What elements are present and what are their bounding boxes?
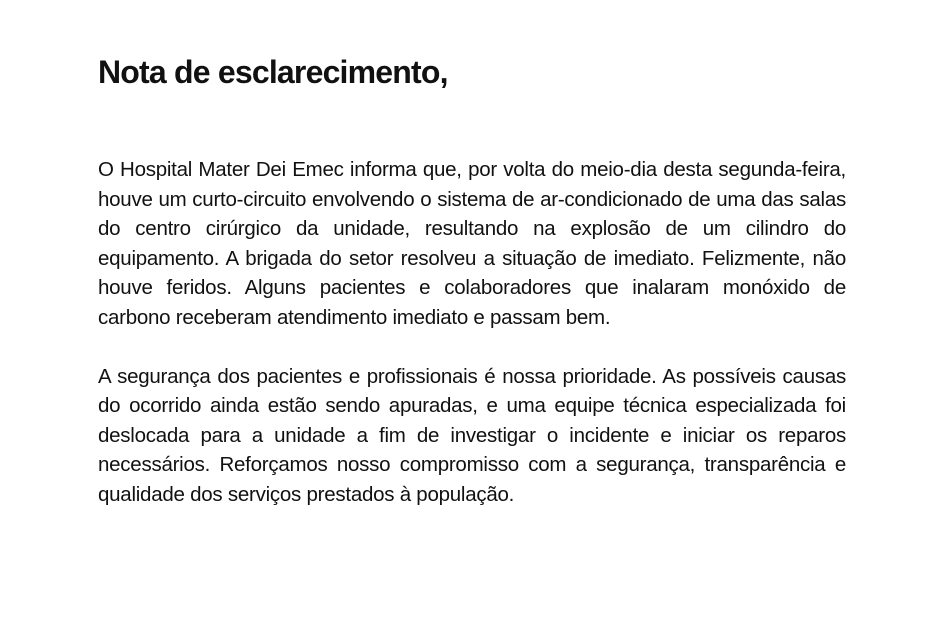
page-title: Nota de esclarecimento, (98, 54, 448, 90)
statement-body (98, 155, 846, 509)
statement-paragraph-2: A segurança dos pacientes e profissionais é nossa prioridade. As possíveis causas do ocorrido ainda estão sendo apuradas, e uma equipe técnica especializada foi deslocada para a unidade a fim de investigar o incidente e iniciar os reparos necessários. Reforçamos nosso compromisso com a segurança, transparência e qualidade dos serviços prestados à população. (98, 364, 846, 506)
statement-paragraph-1: O Hospital Mater Dei Emec informa que, por volta do meio-dia desta segunda-feira, houve um curto-circuito envolvendo o sistema de ar-condicionado de uma das salas do centro cirúrgico da unidade, resultando na explosão de um cilindro do equipamento. A brigada do setor resolveu a situação de imediato. Felizmente, não houve feridos. Alguns pacientes e colaboradores que inalaram monóxido de carbono receberam atendimento imediato e passam bem. (98, 158, 846, 329)
